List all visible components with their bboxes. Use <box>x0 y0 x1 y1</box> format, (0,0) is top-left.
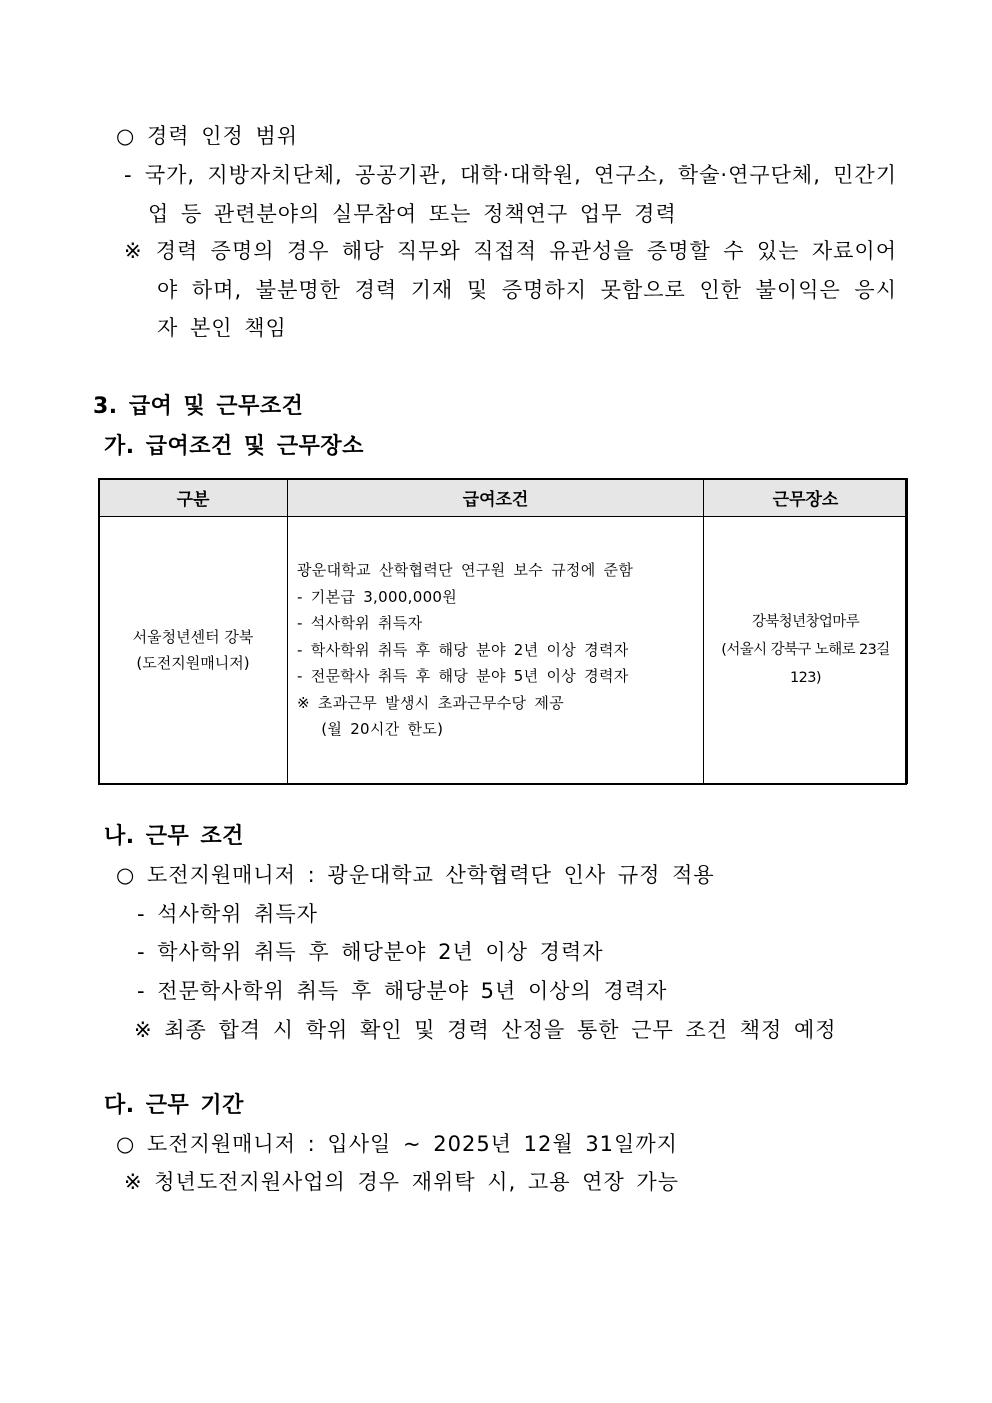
period-heading: ○ 도전지원매니저 : 입사일 ~ 2025년 12월 31일까지 <box>116 1132 678 1156</box>
category-line2: (도전지원매니저) <box>136 654 250 672</box>
conditions-item: - 석사학위 취득자 <box>137 902 318 926</box>
conditions-item: - 학사학위 취득 후 해당분야 2년 이상 경력자 <box>137 940 604 964</box>
pay-line: - 기본급 3,000,000원 <box>297 587 458 606</box>
pay-line: - 학사학위 취득 후 해당 분야 2년 이상 경력자 <box>297 640 629 659</box>
conditions-heading: ○ 도전지원매니저 : 광운대학교 산학협력단 인사 규정 적용 <box>116 863 715 887</box>
category-cell <box>99 517 288 784</box>
pay-line: 광운대학교 산학협력단 연구원 보수 규정에 준함 <box>297 561 634 580</box>
subsection-b-title: 나. 근무 조건 <box>104 824 244 849</box>
table-row <box>99 517 908 784</box>
conditions-note: ※ 최종 합격 시 학위 확인 및 경력 산정을 통한 근무 조건 책정 예정 <box>134 1018 837 1042</box>
career-scope-item-line1: - 국가, 지방자치단체, 공공기관, 대학·대학원, 연구소, 학술·연구단체, 민간기 <box>124 163 897 187</box>
section-3-title: 3. 급여 및 근무조건 <box>93 394 304 419</box>
pay-cell <box>288 517 704 784</box>
period-note: ※ 청년도전지원사업의 경우 재위탁 시, 고용 연장 가능 <box>124 1170 680 1194</box>
header-pay: 급여조건 <box>288 479 704 517</box>
pay-line: - 석사학위 취득자 <box>297 614 423 633</box>
place-line3: 123) <box>790 670 821 686</box>
table-header-row <box>99 479 908 517</box>
place-line1: 강북청년창업마루 <box>751 614 860 630</box>
header-category: 구분 <box>99 479 288 517</box>
category-line1: 서울청년센터 강북 <box>132 628 254 646</box>
subsection-c-title: 다. 근무 기간 <box>104 1093 244 1118</box>
career-scope-note-line3: 자 본인 책임 <box>157 316 287 340</box>
pay-line: (월 20시간 한도) <box>297 720 444 739</box>
pay-line: ※ 초과근무 발생시 초과근무수당 제공 <box>297 693 564 712</box>
career-scope-note-line1: ※ 경력 증명의 경우 해당 직무와 직접적 유관성을 증명할 수 있는 자료이어 <box>124 239 897 263</box>
salary-table <box>98 478 908 784</box>
place-cell <box>704 517 908 784</box>
place-line2: (서울시 강북구 노해로 23길 <box>721 642 890 658</box>
conditions-item: - 전문학사학위 취득 후 해당분야 5년 이상의 경력자 <box>137 979 668 1003</box>
career-scope-heading: ○ 경력 인정 범위 <box>116 124 299 148</box>
header-place: 근무장소 <box>704 479 908 517</box>
career-scope-note-line2: 야 하며, 불분명한 경력 기재 및 증명하지 못함으로 인한 불이익은 응시 <box>157 278 897 302</box>
career-scope-item-line2: 업 등 관련분야의 실무참여 또는 정책연구 업무 경력 <box>148 202 677 226</box>
pay-line: - 전문학사 취득 후 해당 분야 5년 이상 경력자 <box>297 667 629 686</box>
subsection-a-title: 가. 급여조건 및 근무장소 <box>104 434 364 459</box>
